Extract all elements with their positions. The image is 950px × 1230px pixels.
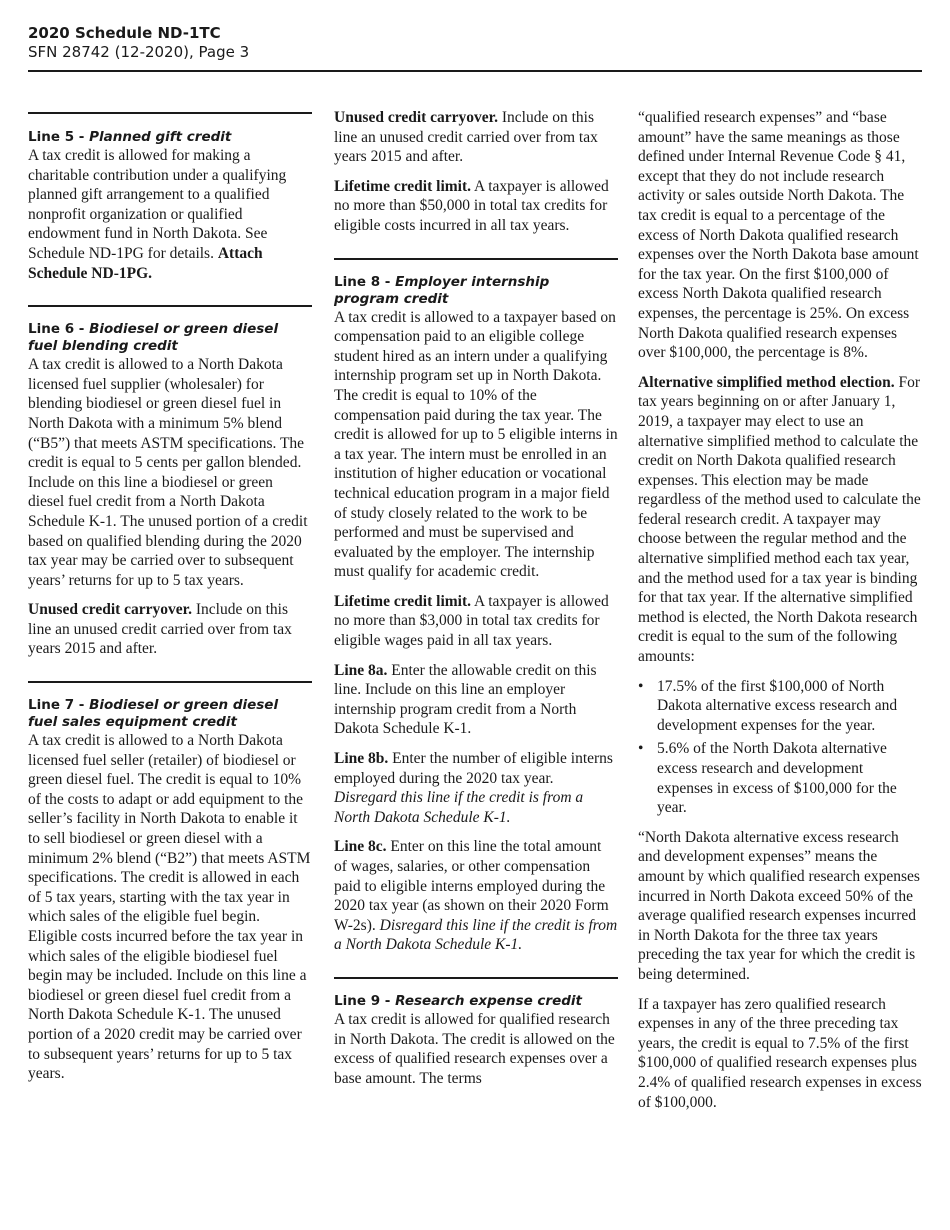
line7-heading: Line 7 - Biodiesel or green diesel fuel sales equipment credit <box>28 697 279 731</box>
section-divider <box>28 305 312 307</box>
line9-asm-election: Alternative simplified method election. For tax years beginning on or after January 1, 2019, a taxpayer may elect to use an alternative simplified method to calculate the credit on North Dakota qualified research expenses. This election may be made regardless of the method used to calculate the federal research credit. A taxpayer may choose between the regular method and the alternative simplified method each tax year, and the method used for a tax year is binding for that tax year. If the alternative simplified method is elected, the North Dakota research credit is equal to the sum of the following amounts: <box>638 373 921 666</box>
section-divider <box>334 977 618 979</box>
line7-text: A tax credit is allowed to a North Dakota licensed fuel seller (retailer) of biodiesel or green diesel fuel. The credit is equal to 10% of the costs to adapt or add equipment to the seller’s facility in North Dakota to enable it to sell biodiesel or green diesel with a minimum 2% blend (“B2”) that meets ASTM specifications. The credit is allowed in each of 5 tax years, starting with the tax year in which sales of the eligible fuel begin. Eligible costs incurred before the tax year in which sales of the eligible biodiesel fuel begin may be included. Include on this line a biodiesel or green diesel fuel credit from a North Dakota Schedule K-1. The unused portion of a 2020 credit may be carried over to subsequent years’ returns for up to 5 tax years. <box>28 732 311 1083</box>
list-item: • 5.6% of the North Dakota alternative excess research and development expenses in excess of $100,000 for the year. <box>638 740 897 817</box>
line6-carryover: Unused credit carryover. Include on this line an unused credit carried over from tax years 2015 and after. <box>28 601 292 658</box>
line9-bullet-list <box>638 677 922 818</box>
line7-carryover: Unused credit carryover. Include on this line an unused credit carried over from tax years 2015 and after. <box>334 109 598 166</box>
line9-zero-expenses: If a taxpayer has zero qualified research expenses in any of the three preceding tax years, the credit is equal to 7.5% of the first $100,000 of qualified research expenses plus 2.4% of qualified research expenses in excess of $100,000. <box>638 995 922 1111</box>
column-2 <box>334 108 618 1098</box>
section-divider <box>28 681 312 683</box>
line7-lifetime-limit: Lifetime credit limit. A taxpayer is allowed no more than $50,000 in total tax credits for eligible costs incurred in all tax years. <box>334 177 609 234</box>
column-3 <box>638 108 922 1122</box>
page-header <box>28 24 922 62</box>
line8c-text: Line 8c. Enter on this line the total amount of wages, salaries, or other compensation paid to eligible interns employed during the 2020 tax year (as shown on their 2020 Form W-2s). Disregard this line if the credit is from a North Dakota Schedule K-1. <box>334 838 618 954</box>
line9-heading: Line 9 - Research expense credit <box>334 992 582 1009</box>
header-divider <box>28 70 922 72</box>
line6-text: A tax credit is allowed to a North Dakota licensed fuel supplier (wholesaler) for blending biodiesel or green diesel fuel in North Dakota with a minimum 5% blend (“B5”) that meets ASTM specifications. The credit is equal to 5 cents per gallon blended. Include on this line a biodiesel or green diesel fuel credit from a North Dakota Schedule K-1. The unused portion of a credit based on qualified blending during the 2020 tax year may be carried over to subsequent years’ returns for up to 5 tax years. <box>28 356 308 589</box>
line8a-text: Line 8a. Enter the allowable credit on this line. Include on this line an employer internship program credit from a North Dakota Schedule K-1. <box>334 661 597 738</box>
line5-text: A tax credit is allowed for making a charitable contribution under a qualifying planned gift arrangement to a qualified nonprofit organization or qualified endowment fund in North Dakota. See Schedule ND-1PG for details. Attach Schedule ND-1PG. <box>28 147 287 282</box>
line5-heading: Line 5 - Planned gift credit <box>28 129 232 145</box>
line9-text-part1: A tax credit is allowed for qualified research in North Dakota. The credit is allowed on the excess of qualified research expenses over a base amount. The terms <box>334 1010 615 1087</box>
line9-definition: “North Dakota alternative excess research and development expenses” means the amount by which qualified research expenses incurred in North Dakota exceed 50% of the average qualified research expenses incurred in North Dakota for the three tax years preceding the tax year for which the credit is being determined. <box>638 828 920 983</box>
section-divider <box>28 112 312 114</box>
line8-lifetime-limit: Lifetime credit limit. A taxpayer is allowed no more than $3,000 in total tax credits for eligible wages paid in all tax years. <box>334 592 609 650</box>
line8-heading: Line 8 - Employer internship program credit <box>334 273 550 307</box>
column-1 <box>28 108 312 1094</box>
bullet-icon: • <box>638 677 644 695</box>
line8b-text: Line 8b. Enter the number of eligible interns employed during the 2020 tax year. Disregard this line if the credit is from a North Dakota Schedule K-1. <box>334 750 613 826</box>
list-item: • 17.5% of the first $100,000 of North Dakota alternative excess research and development expenses for the year. <box>638 677 898 734</box>
section-divider <box>334 258 618 260</box>
line6-heading: Line 6 - Biodiesel or green diesel fuel blending credit <box>28 321 279 355</box>
line8-text: A tax credit is allowed to a taxpayer based on compensation paid to an eligible college student hired as an intern under a qualifying internship program set up in North Dakota. The credit is equal to 10% of the compensation paid during the tax year. The credit is allowed for up to 5 eligible interns in a tax year. The intern must be enrolled in an institution of higher education or vocational technical education program in a major field of study closely related to the work to be performed and must be supervised and evaluated by the employer. The internship must qualify for academic credit. <box>334 308 618 581</box>
form-title: 2020 Schedule ND-1TC <box>28 24 221 42</box>
line9-text-part2: “qualified research expenses” and “base amount” have the same meanings as those defined under Internal Revenue Code § 41, except that they do not include research activity or sales outside North Dakota. The tax credit is equal to a percentage of the excess of North Dakota qualified research expenses over the North Dakota base amount for the tax year. On the first $100,000 of excess North Dakota qualified research expenses, the percentage is 25%. On excess North Dakota qualified research expenses over $100,000, the percentage is 8%. <box>638 109 919 362</box>
form-subtitle: SFN 28742 (12-2020), Page 3 <box>28 43 250 61</box>
bullet-icon: • <box>638 740 644 758</box>
